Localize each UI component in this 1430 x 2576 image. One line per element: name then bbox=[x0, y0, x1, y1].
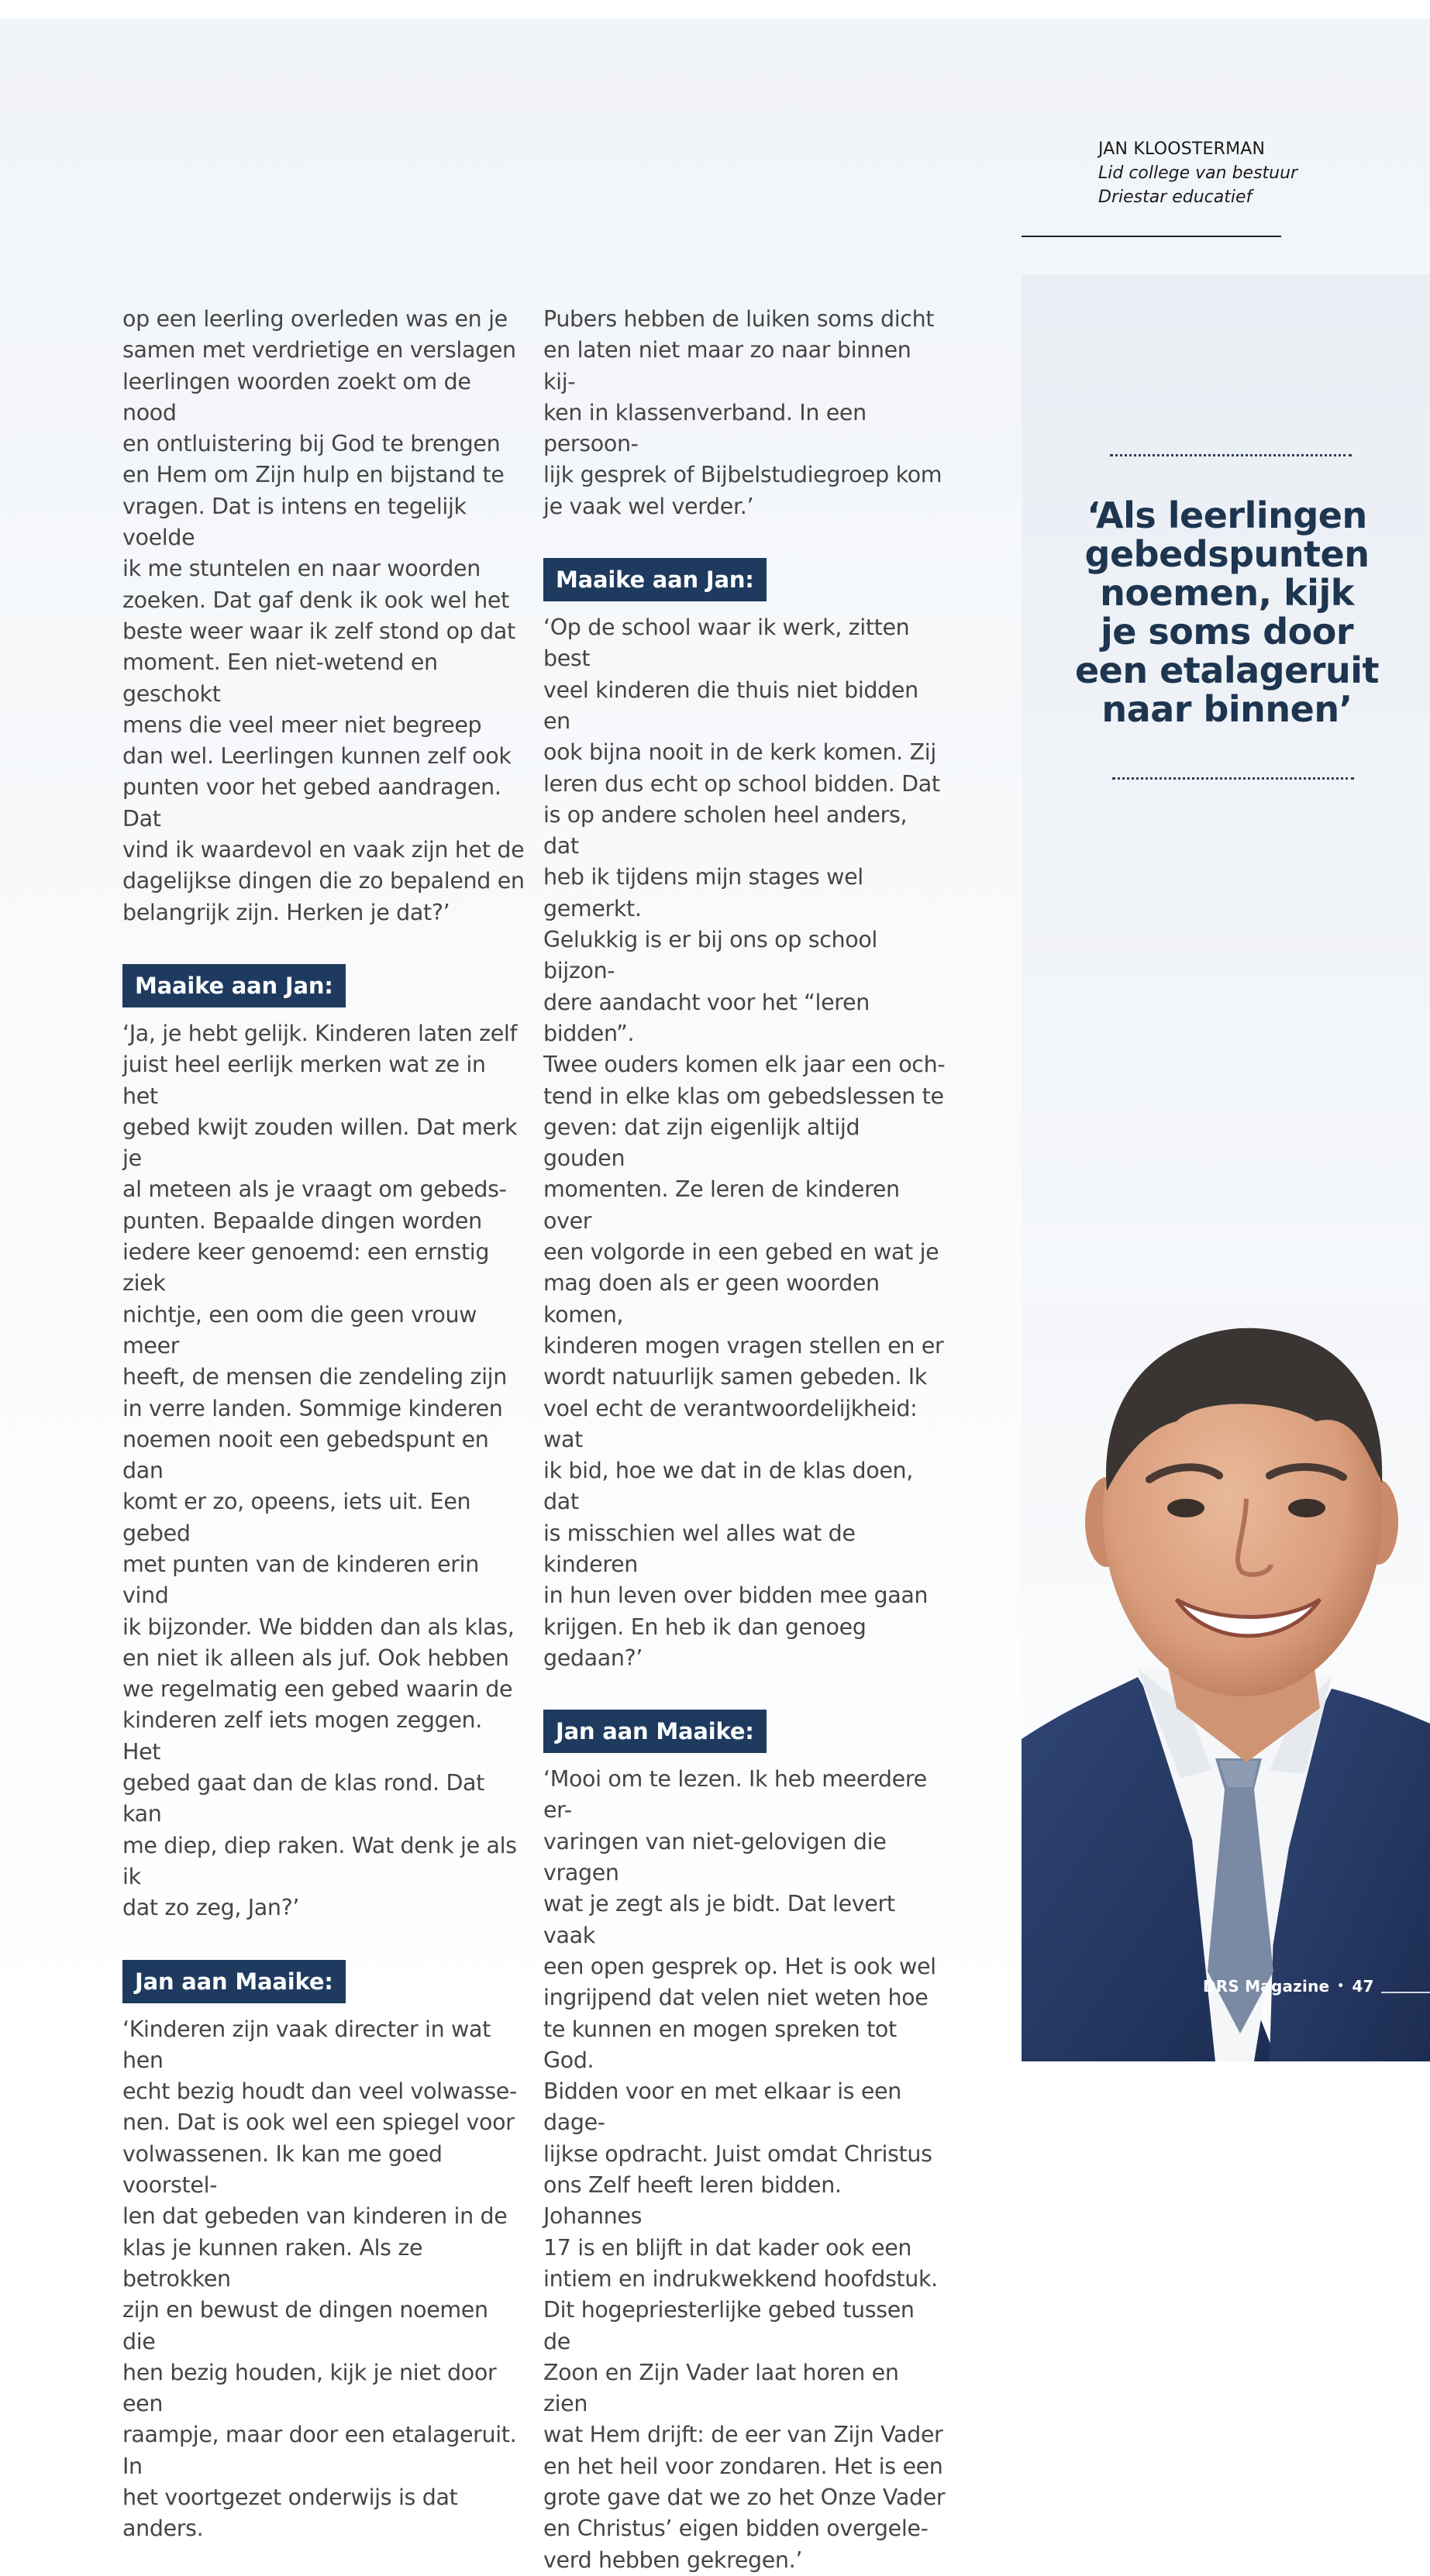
portrait-illustration bbox=[1022, 1305, 1430, 2061]
portrait-photo bbox=[1022, 1305, 1430, 2061]
article-column-left bbox=[122, 304, 525, 2545]
page-footer bbox=[1203, 1977, 1374, 1996]
left-paragraph-2: ‘Kinderen zijn vaak directer in wat hen echt bezig houdt dan veel volwasse- nen. Dat is ook wel een spiegel voor volwassenen. Ik kan me goed voorstel- len dat gebeden van kinderen in de klas je kunnen raken. Als ze betrokken zijn en bewust de dingen noemen die hen bezig houden, kijk je niet door een raampje, maar door een etalageruit. In het voortgezet onderwijs is dat anders. bbox=[122, 2016, 517, 2542]
section-heading-jan-aan-maaike: Jan aan Maaike: bbox=[122, 1960, 346, 2003]
magazine-page bbox=[0, 19, 1430, 2573]
section-heading-jan-aan-maaike-2: Jan aan Maaike: bbox=[543, 1710, 767, 1753]
pull-quote bbox=[1068, 496, 1386, 728]
section-heading-maaike-aan-jan-2: Maaike aan Jan: bbox=[543, 558, 767, 601]
byline-divider bbox=[1022, 236, 1281, 237]
quote-dotted-rule-top bbox=[1110, 454, 1352, 456]
middle-paragraph-2: ‘Mooi om te lezen. Ik heb meerdere er- varingen van niet-gelovigen die vragen wat je zegt als je bidt. Dat levert vaak een open gesprek op. Het is ook wel ingrijpend dat velen niet weten hoe te kunnen en mogen spreken tot God. Bidden voor en met elkaar is een dage- lijkse opdracht. Juist omdat Christus ons Zelf heeft leren bidden. Johannes 17 is en blijft in dat kader ook een intiem en indrukwekkend hoofdstuk. Dit hogepriesterlijke gebed tussen de Zoon en Zijn Vader laat horen en zien wat Hem drijft: de eer van Zijn Vader en het heil voor zondaren. Het is een grote gave dat we zo het Onze Vader en Christus’ eigen bidden overgele- verd hebben gekregen.’ bbox=[543, 1766, 946, 2573]
section-heading-maaike-aan-jan: Maaike aan Jan: bbox=[122, 964, 346, 1007]
byline-name: JAN KLOOSTERMAN bbox=[1098, 139, 1266, 159]
footer-rule bbox=[1381, 1992, 1430, 1993]
middle-paragraph-1: ‘Op de school waar ik werk, zitten best veel kinderen die thuis niet bidden en ook bijna nooit in de kerk komen. Zij leren dus echt op school bidden. Dat is op andere scholen heel anders, dat heb ik tijdens mijn stages wel gemerkt. Gelukkig is er bij ons op school bijzon- dere aandacht voor het “leren bidden”. Twee ouders komen elk jaar een och- tend in elke klas om gebedslessen te geven: dat zijn eigenlijk altijd gouden momenten. Ze leren de kinderen over een volgorde in een gebed en wat je mag doen als er geen woorden komen, kinderen mogen vragen stellen en er wordt natuurlijk samen gebeden. Ik voel echt de verantwoordelijkheid: wat ik bid, hoe we dat in de klas doen, dat is misschien wel alles wat de kinderen in hun leven over bidden mee gaan krijgen. En heb ik dan genoeg gedaan?’ bbox=[543, 615, 946, 1671]
middle-intro-paragraph: Pubers hebben de luiken soms dicht en laten niet maar zo naar binnen kij- ken in klassenverband. In een persoon- lijk gesprek of Bijbelstudiegroep kom je vaak wel verder.’ bbox=[543, 306, 942, 519]
pull-quote-text: ‘Als leerlingen gebedspunten noemen, kijk je soms door een etalageruit naar binnen’ bbox=[1074, 494, 1379, 730]
byline bbox=[1098, 137, 1331, 209]
footer-magazine-name: DRS Magazine bbox=[1203, 1977, 1330, 1996]
left-intro-paragraph: op een leerling overleden was en je samen met verdrietige en verslagen leerlingen woorden zoekt om de nood en ontluistering bij God te brengen en Hem om Zijn hulp en bijstand te vragen. Dat is intens en tegelijk voelde ik me stuntelen en naar woorden zoeken. Dat gaf denk ik ook wel het beste weer waar ik zelf stond op dat moment. Een niet-wetend en geschokt mens die veel meer niet begreep dan wel. Leerlingen kunnen zelf ook punten voor het gebed aandragen. Dat vind ik waardevol en vaak zijn het de dagelijkse dingen die zo bepalend en belangrijk zijn. Herken je dat?’ bbox=[122, 306, 525, 925]
footer-page-number: 47 bbox=[1352, 1977, 1374, 1996]
quote-dotted-rule-bottom bbox=[1112, 777, 1354, 780]
article-column-middle bbox=[543, 304, 946, 2576]
byline-role-line1: Lid college van bestuur bbox=[1098, 164, 1298, 183]
byline-role-line2: Driestar educatief bbox=[1098, 188, 1253, 207]
footer-separator: • bbox=[1337, 1980, 1345, 1992]
left-paragraph-1: ‘Ja, je hebt gelijk. Kinderen laten zelf juist heel eerlijk merken wat ze in het gebed kwijt zouden willen. Dat merk je al meteen als je vraagt om gebeds- punten. Bepaalde dingen worden iedere keer genoemd: een ernstig ziek nichtje, een oom die geen vrouw meer heeft, de mensen die zendeling zijn in verre landen. Sommige kinderen noemen nooit een gebedspunt en dan komt er zo, opeens, iets uit. Een gebed met punten van de kinderen erin vind ik bijzonder. We bidden dan als klas, en niet ik alleen als juf. Ook hebben we regelmatig een gebed waarin de kinderen zelf iets mogen zeggen. Het gebed gaat dan de klas rond. Dat kan me diep, diep raken. Wat denk je als ik dat zo zeg, Jan?’ bbox=[122, 1020, 518, 1921]
